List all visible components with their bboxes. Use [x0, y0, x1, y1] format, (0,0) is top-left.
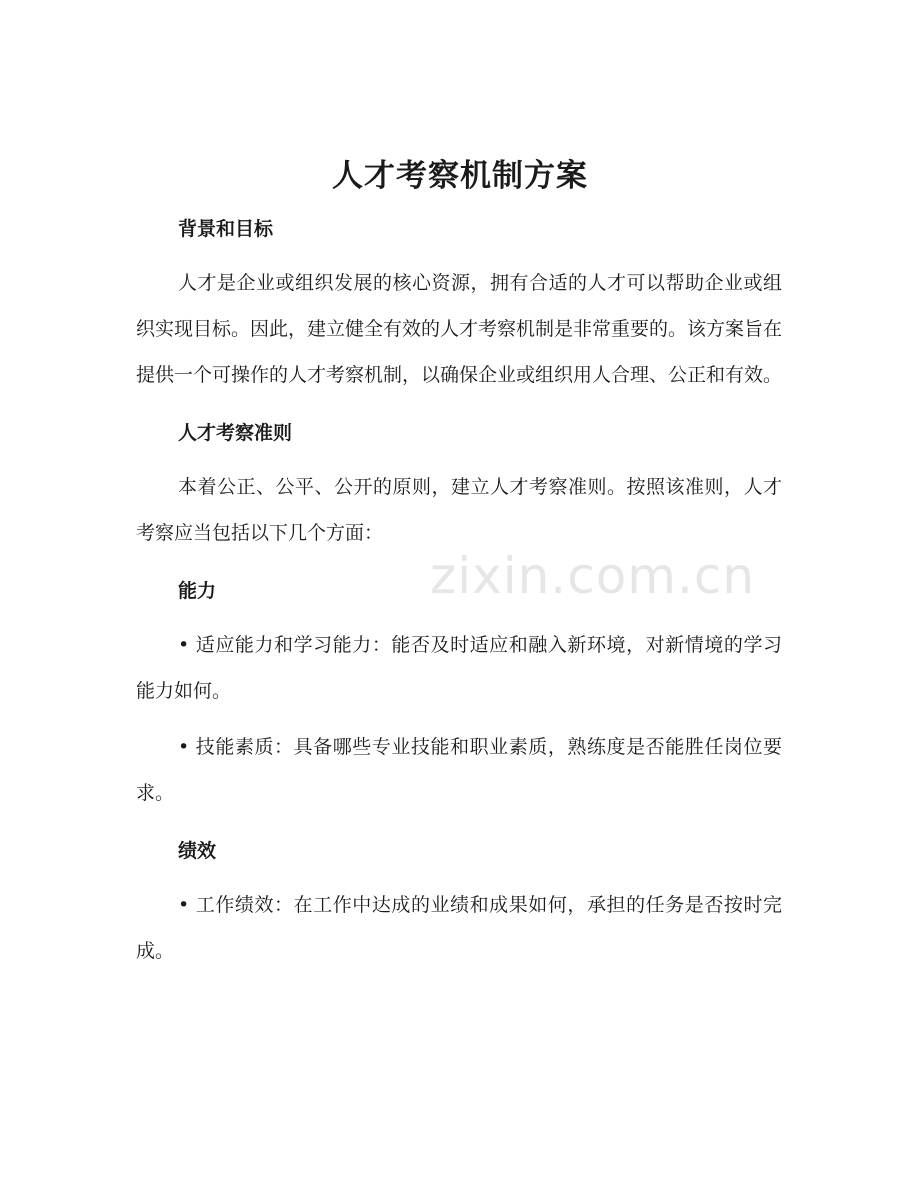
section-heading-ability: 能力	[178, 580, 217, 602]
ability-item-adaptability: • 适应能力和学习能力：能否及时适应和融入新环境，对新情境的学习能力如何。	[136, 634, 782, 702]
document-title: 人才考察机制方案	[332, 158, 588, 194]
ability-item-skills: • 技能素质：具备哪些专业技能和职业素质，熟练度是否能胜任岗位要求。	[136, 736, 782, 804]
watermark: zixin.com.cn	[430, 547, 756, 605]
background-paragraph: 人才是企业或组织发展的核心资源，拥有合适的人才可以帮助企业或组织实现目标。因此，建立健全有效的人才考察机制是非常重要的。该方案旨在提供一个可操作的人才考察机制，以确保企业或组织用人合理、公正和有效。	[136, 272, 783, 386]
performance-item-work: • 工作绩效：在工作中达成的业绩和成果如何，承担的任务是否按时完成。	[136, 894, 782, 962]
criteria-paragraph: 本着公正、公平、公开的原则，建立人才考察准则。按照该准则，人才考察应当包括以下几个方面：	[136, 476, 782, 544]
section-heading-background: 背景和目标	[178, 218, 274, 240]
section-heading-performance: 绩效	[178, 840, 217, 862]
document-body	[136, 208, 782, 974]
section-heading-criteria: 人才考察准则	[178, 422, 293, 444]
